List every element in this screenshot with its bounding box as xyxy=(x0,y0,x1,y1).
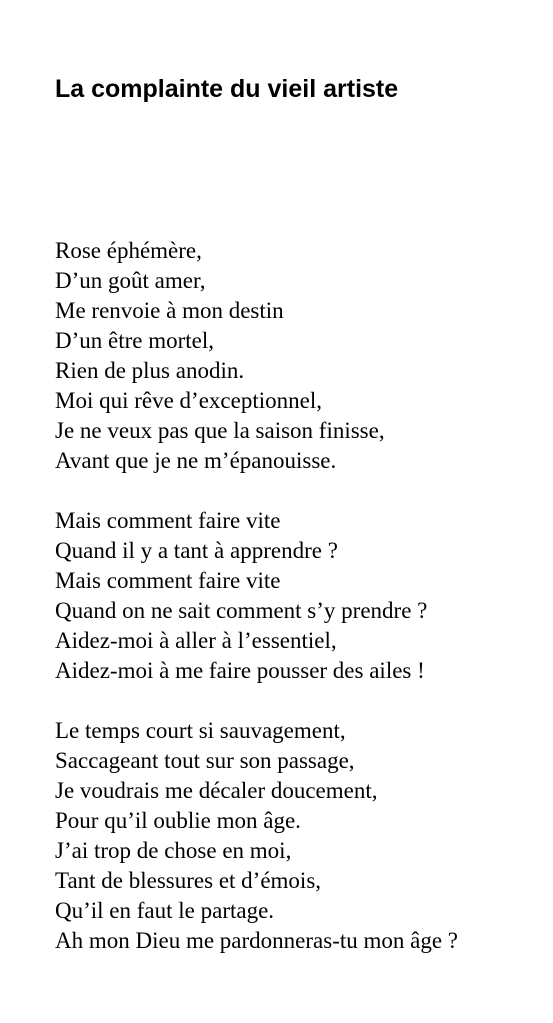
poem-line: Ah mon Dieu me pardonneras-tu mon âge ? xyxy=(55,928,459,953)
poem-line: J’ai trop de chose en moi, xyxy=(55,838,292,863)
poem-line: Aidez-moi à me faire pousser des ailes ! xyxy=(55,658,425,683)
poem-line: Je voudrais me décaler doucement, xyxy=(55,778,378,803)
poem-line: Pour qu’il oublie mon âge. xyxy=(55,808,301,833)
poem-line: Mais comment faire vite xyxy=(55,508,281,533)
poem-line: Quand il y a tant à apprendre ? xyxy=(55,538,338,563)
stanza-1 xyxy=(55,236,535,476)
poem-line: Le temps court si sauvagement, xyxy=(55,718,346,743)
poem-body xyxy=(55,236,535,986)
poem-line: Rien de plus anodin. xyxy=(55,358,245,383)
poem-line: Rose éphémère, xyxy=(55,238,202,263)
poem-line: Moi qui rêve d’exceptionnel, xyxy=(55,388,322,413)
poem-line: D’un goût amer, xyxy=(55,268,206,293)
poem-line: Tant de blessures et d’émois, xyxy=(55,868,322,893)
poem-line: Quand on ne sait comment s’y prendre ? xyxy=(55,598,428,623)
poem-line: Qu’il en faut le partage. xyxy=(55,898,275,923)
stanza-2 xyxy=(55,506,535,686)
poem-line: Saccageant tout sur son passage, xyxy=(55,748,355,773)
poem-line: Avant que je ne m’épanouisse. xyxy=(55,448,337,473)
poem-line: Mais comment faire vite xyxy=(55,568,281,593)
poem-line: D’un être mortel, xyxy=(55,328,215,353)
poem-line: Me renvoie à mon destin xyxy=(55,298,284,323)
stanza-3 xyxy=(55,716,535,956)
poem-title: La complainte du vieil artiste xyxy=(55,75,399,103)
poem-line: Aidez-moi à aller à l’essentiel, xyxy=(55,628,337,653)
poem-line: Je ne veux pas que la saison finisse, xyxy=(55,418,385,443)
